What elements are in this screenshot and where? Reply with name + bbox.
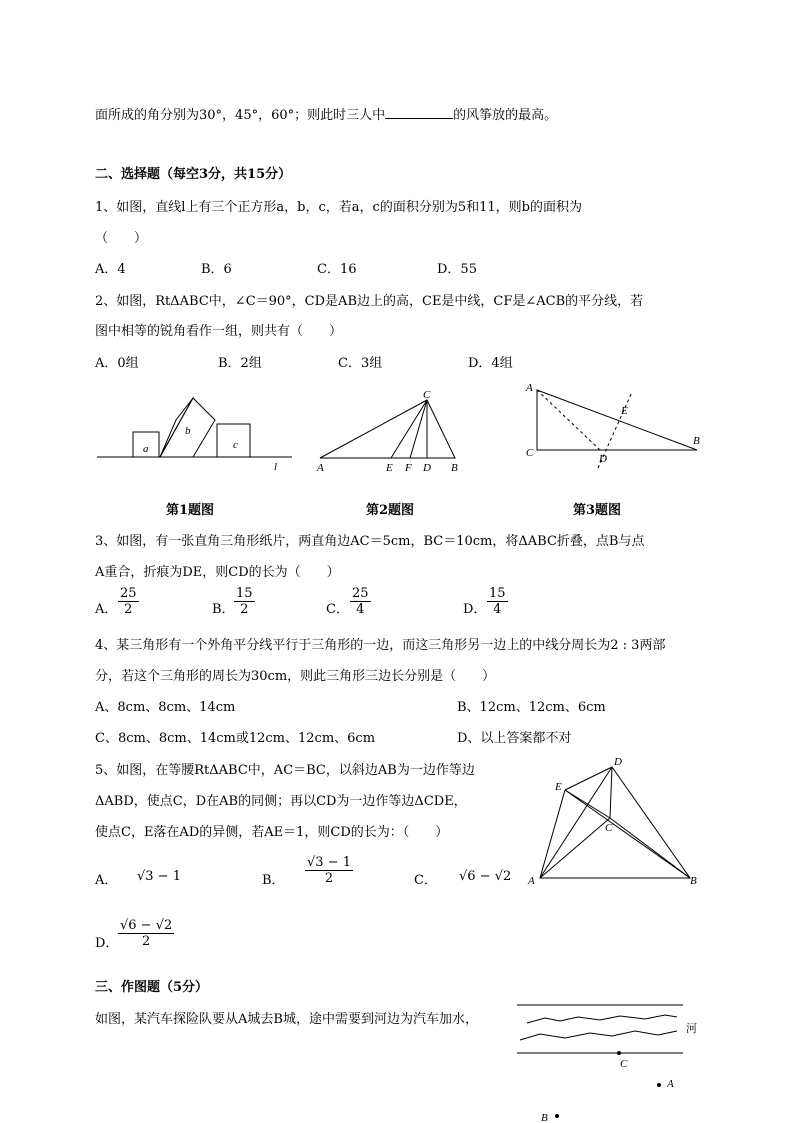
fig2-label-d: D: [423, 462, 431, 474]
q1-option-c[interactable]: C．16: [317, 262, 357, 277]
city-a-dot: [657, 1083, 661, 1087]
q4-option-c[interactable]: C、8cm、8cm、14cm或12cm、12cm、6cm: [95, 731, 376, 746]
q1-option-a[interactable]: A．4: [95, 262, 126, 277]
fig2-label-f: F: [405, 462, 412, 474]
river-wave-2: [520, 1031, 677, 1040]
fig3-label-d: D: [599, 453, 607, 465]
q5-option-d-label[interactable]: D．: [95, 936, 119, 951]
q3-option-b-value: $\frac{15}{2}$: [236, 586, 253, 617]
river-label-c: C: [620, 1058, 628, 1070]
river-wave-1: [527, 1015, 677, 1023]
intro-text: 面所成的角分别为30°，45°，60°；则此时三人中 的风筝放的最高。: [95, 108, 558, 123]
fig2-label-e: E: [386, 462, 393, 474]
q4-option-d[interactable]: D、以上答案都不对: [457, 731, 572, 746]
q2-line2: 图中相等的锐角看作一组，则共有（ ）: [95, 324, 343, 339]
fig3-label-a: A: [526, 382, 533, 394]
q3-line2: A重合，折痕为DE，则CD的长为（ ）: [95, 565, 340, 580]
q5-label-e: E: [555, 781, 562, 793]
fig3-caption: 第3题图: [572, 503, 622, 518]
fig2-label-a: A: [317, 462, 324, 474]
q5-label-d: D: [614, 756, 622, 768]
q5-option-c-value: √6 − √2: [459, 869, 512, 884]
q5-option-a-label[interactable]: A．: [95, 873, 118, 888]
q5-label-b: B: [690, 875, 697, 887]
q4-line1: 4、某三角形有一个外角平分线平行于三角形的一边，而这三角形另一边上的中线分周长为2 : 3两部: [95, 638, 666, 653]
q4-option-b[interactable]: B、12cm、12cm、6cm: [457, 700, 606, 715]
city-b-label: B: [541, 1112, 548, 1123]
q3-option-d-label[interactable]: D．: [463, 602, 487, 617]
q1-option-d[interactable]: D．55: [437, 262, 477, 277]
q1-paren: （ ）: [95, 231, 148, 246]
q4-option-a[interactable]: A、8cm、8cm、14cm: [95, 700, 236, 715]
fig3-label-e: E: [621, 405, 628, 417]
fig1-label-c: c: [233, 439, 238, 451]
q2-option-a[interactable]: A．0组: [95, 356, 139, 371]
fig3-label-b: B: [693, 435, 700, 447]
q3-option-d-value: $\frac{15}{4}$: [489, 586, 506, 617]
fig1-label-a: a: [143, 443, 149, 455]
q2-line1: 2、如图，RtΔABC中，∠C＝90°，CD是AB边上的高，CE是中线，CF是∠ACB的平分线，若: [95, 294, 644, 309]
q1-option-b[interactable]: B．6: [201, 262, 232, 277]
q5-option-d-value: $\frac{√6 - √2}{2}$: [120, 918, 173, 949]
city-a-label: A: [667, 1078, 674, 1090]
q5-option-c-label[interactable]: C．: [414, 873, 437, 888]
q1-stem: 1、如图，直线l上有三个正方形a，b，c，若a，c的面积分别为5和11，则b的面积为: [95, 200, 582, 215]
q6-line1: 如图，某汽车探险队要从A城去B城，途中需要到河边为汽车加水，: [95, 1012, 478, 1027]
q3-option-b-label[interactable]: B．: [212, 602, 235, 617]
section2-title: 二、选择题（每空3分，共15分）: [95, 167, 292, 182]
q2-option-c[interactable]: C．3组: [338, 356, 383, 371]
river-point-c: [617, 1051, 621, 1055]
q3-option-c-label[interactable]: C．: [326, 602, 349, 617]
q5-label-c: C: [605, 822, 613, 834]
q5-label-a: A: [528, 875, 535, 887]
fig1-caption: 第1题图: [165, 503, 215, 518]
q2-option-b[interactable]: B．2组: [218, 356, 262, 371]
q2-option-d[interactable]: D．4组: [468, 356, 513, 371]
fig1-label-l: l: [274, 461, 278, 473]
city-b-dot: [555, 1114, 559, 1118]
fig2-caption: 第2题图: [365, 503, 415, 518]
q3-option-c-value: $\frac{25}{4}$: [352, 586, 369, 617]
q3-option-a-value: $\frac{25}{2}$: [120, 586, 137, 617]
river-label: 河: [686, 1023, 697, 1035]
q3-option-a-label[interactable]: A．: [95, 602, 118, 617]
q5-line3: 使点C，E落在AD的异侧，若AE＝1，则CD的长为：（ ）: [95, 825, 449, 840]
fig1-label-b: b: [185, 425, 191, 437]
q5-line1: 5、如图，在等腰RtΔABC中，AC＝BC，以斜边AB为一边作等边: [95, 763, 475, 778]
q5-option-b-label[interactable]: B．: [262, 873, 285, 888]
q5-line2: ΔABD，使点C，D在AB的同侧；再以CD为一边作等边ΔCDE，: [95, 794, 467, 809]
q3-line1: 3、如图，有一张直角三角形纸片，两直角边AC＝5cm，BC＝10cm，将ΔABC折叠，点B与点: [95, 534, 645, 549]
q5-option-b-value: $\frac{√3 - 1}{2}$: [307, 855, 351, 886]
fig2-label-b: B: [451, 462, 458, 474]
fig3-label-c: C: [526, 447, 534, 459]
section3-title: 三、作图题（5分）: [95, 980, 209, 995]
q5-option-a-value: √3 − 1: [137, 869, 181, 884]
fig2-label-c: C: [423, 389, 431, 401]
q4-line2: 分，若这个三角形的周长为30cm，则此三角形三边长分别是（ ）: [95, 669, 496, 684]
